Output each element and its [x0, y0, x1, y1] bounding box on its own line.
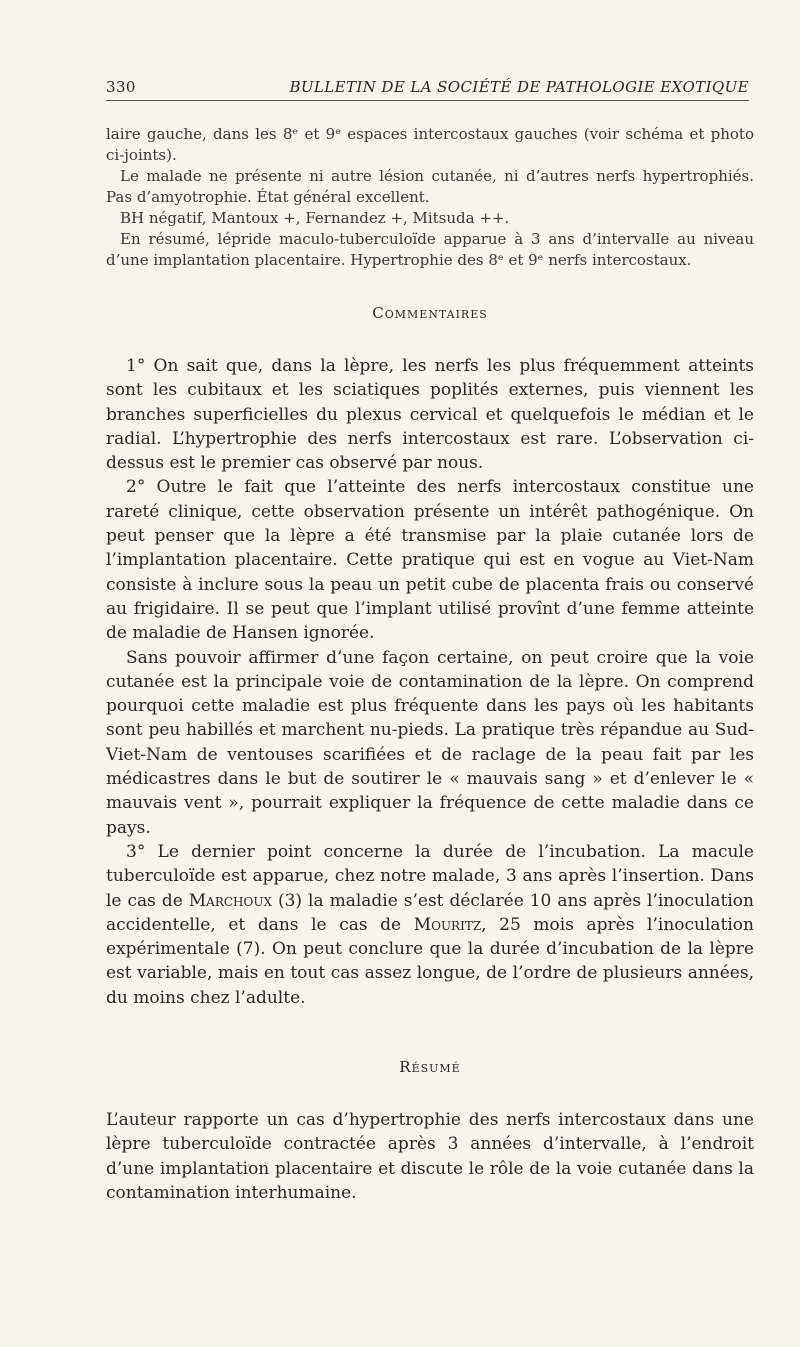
commentaires-heading: Commentaires — [372, 304, 488, 322]
commentaire-paragraph-3: Sans pouvoir affirmer d’une façon certaine, on peut croire que la voie cutanée est la principale voie de contamination de la lèpre. On comprend pourquoi cette maladie est plus fréquente dans les pays où les habitants sont peu habillés et marchent nu-pieds. La pratique très répandue au Sud-Viet-Nam de ventouses scarifiées et de raclage de la peau fait par les médicastres dans le but de soutirer le « mauvais sang » et d’enlever le « mauvais vent », pourrait expliquer la fréquence de cette maladie dans ce pays. — [106, 647, 754, 838]
commentaire-paragraph-2: 2° Outre le fait que l’atteinte des nerfs intercostaux constitue une rareté clinique, cette observation présente un intérêt pathogénique. On peut penser que la lèpre a été transmise par la plaie cutanée lors de l’implantation placentaire. Cette pratique qui est en vogue au Viet-Nam consiste à inclure sous la peau un petit cube de placenta frais ou conservé au frigidaire. Il se peut que l’implant utilisé provînt d’une femme atteinte de maladie de Hansen ignorée. — [106, 477, 754, 644]
case-paragraph: laire gauche, dans les 8ᵉ et 9ᵉ espaces intercostaux gauches (voir schéma et photo ci-joints). — [106, 125, 754, 164]
resume-body — [106, 1108, 754, 1205]
case-paragraph: BH négatif, Mantoux +, Fernandez +, Mitsuda ++. — [120, 209, 510, 227]
journal-title: BULLETIN DE LA SOCIÉTÉ DE PATHOLOGIE EXOTIQUE — [289, 78, 749, 96]
running-header — [106, 78, 749, 101]
page-number: 330 — [106, 78, 136, 96]
author-name: Marchoux — [188, 890, 272, 911]
resume-heading: Résumé — [399, 1058, 461, 1076]
case-paragraph: Le malade ne présente ni autre lésion cutanée, ni d’autres nerfs hypertrophiés. Pas d’amyotrophie. État général excellent. — [106, 167, 754, 206]
case-paragraph: En résumé, lépride maculo-tuberculoïde apparue à 3 ans d’intervalle au niveau d’une implantation placentaire. Hypertrophie des 8ᵉ et 9ᵉ nerfs intercostaux. — [106, 230, 754, 269]
resume-paragraph: L’auteur rapporte un cas d’hypertrophie des nerfs intercostaux dans une lèpre tuberculoïde contractée après 3 années d’intervalle, à l’endroit d’une implantation placentaire et discute le rôle de la voie cutanée dans la contamination interhumaine. — [106, 1110, 754, 1203]
commentaires-body — [106, 354, 754, 1010]
commentaire-paragraph-4: 3° Le dernier point concerne la durée de l’incubation. La macule tuberculoïde est apparue, chez notre malade, 3 ans après l’insertion. Dans le cas de Marchoux (3) la maladie s’est déclarée 10 ans après l’inoculation accidentelle, et dans le cas de Mouritz, 25 mois après l’inoculation expérimentale (7). On peut conclure que la durée d’incubation de la lèpre est variable, mais en tout cas assez longue, de l’ordre de plusieurs années, du moins chez l’adulte. — [106, 841, 754, 1008]
commentaire-paragraph-1: 1° On sait que, dans la lèpre, les nerfs les plus fréquemment atteints sont les cubitaux et les sciatiques poplités externes, puis viennent les branches superficielles du plexus cervical et quelquefois le médian et le radial. L’hypertrophie des nerfs intercostaux est rare. L’observation ci-dessus est le premier cas observé par nous. — [106, 356, 754, 474]
case-description — [106, 124, 754, 271]
author-name: Mouritz — [413, 914, 482, 935]
